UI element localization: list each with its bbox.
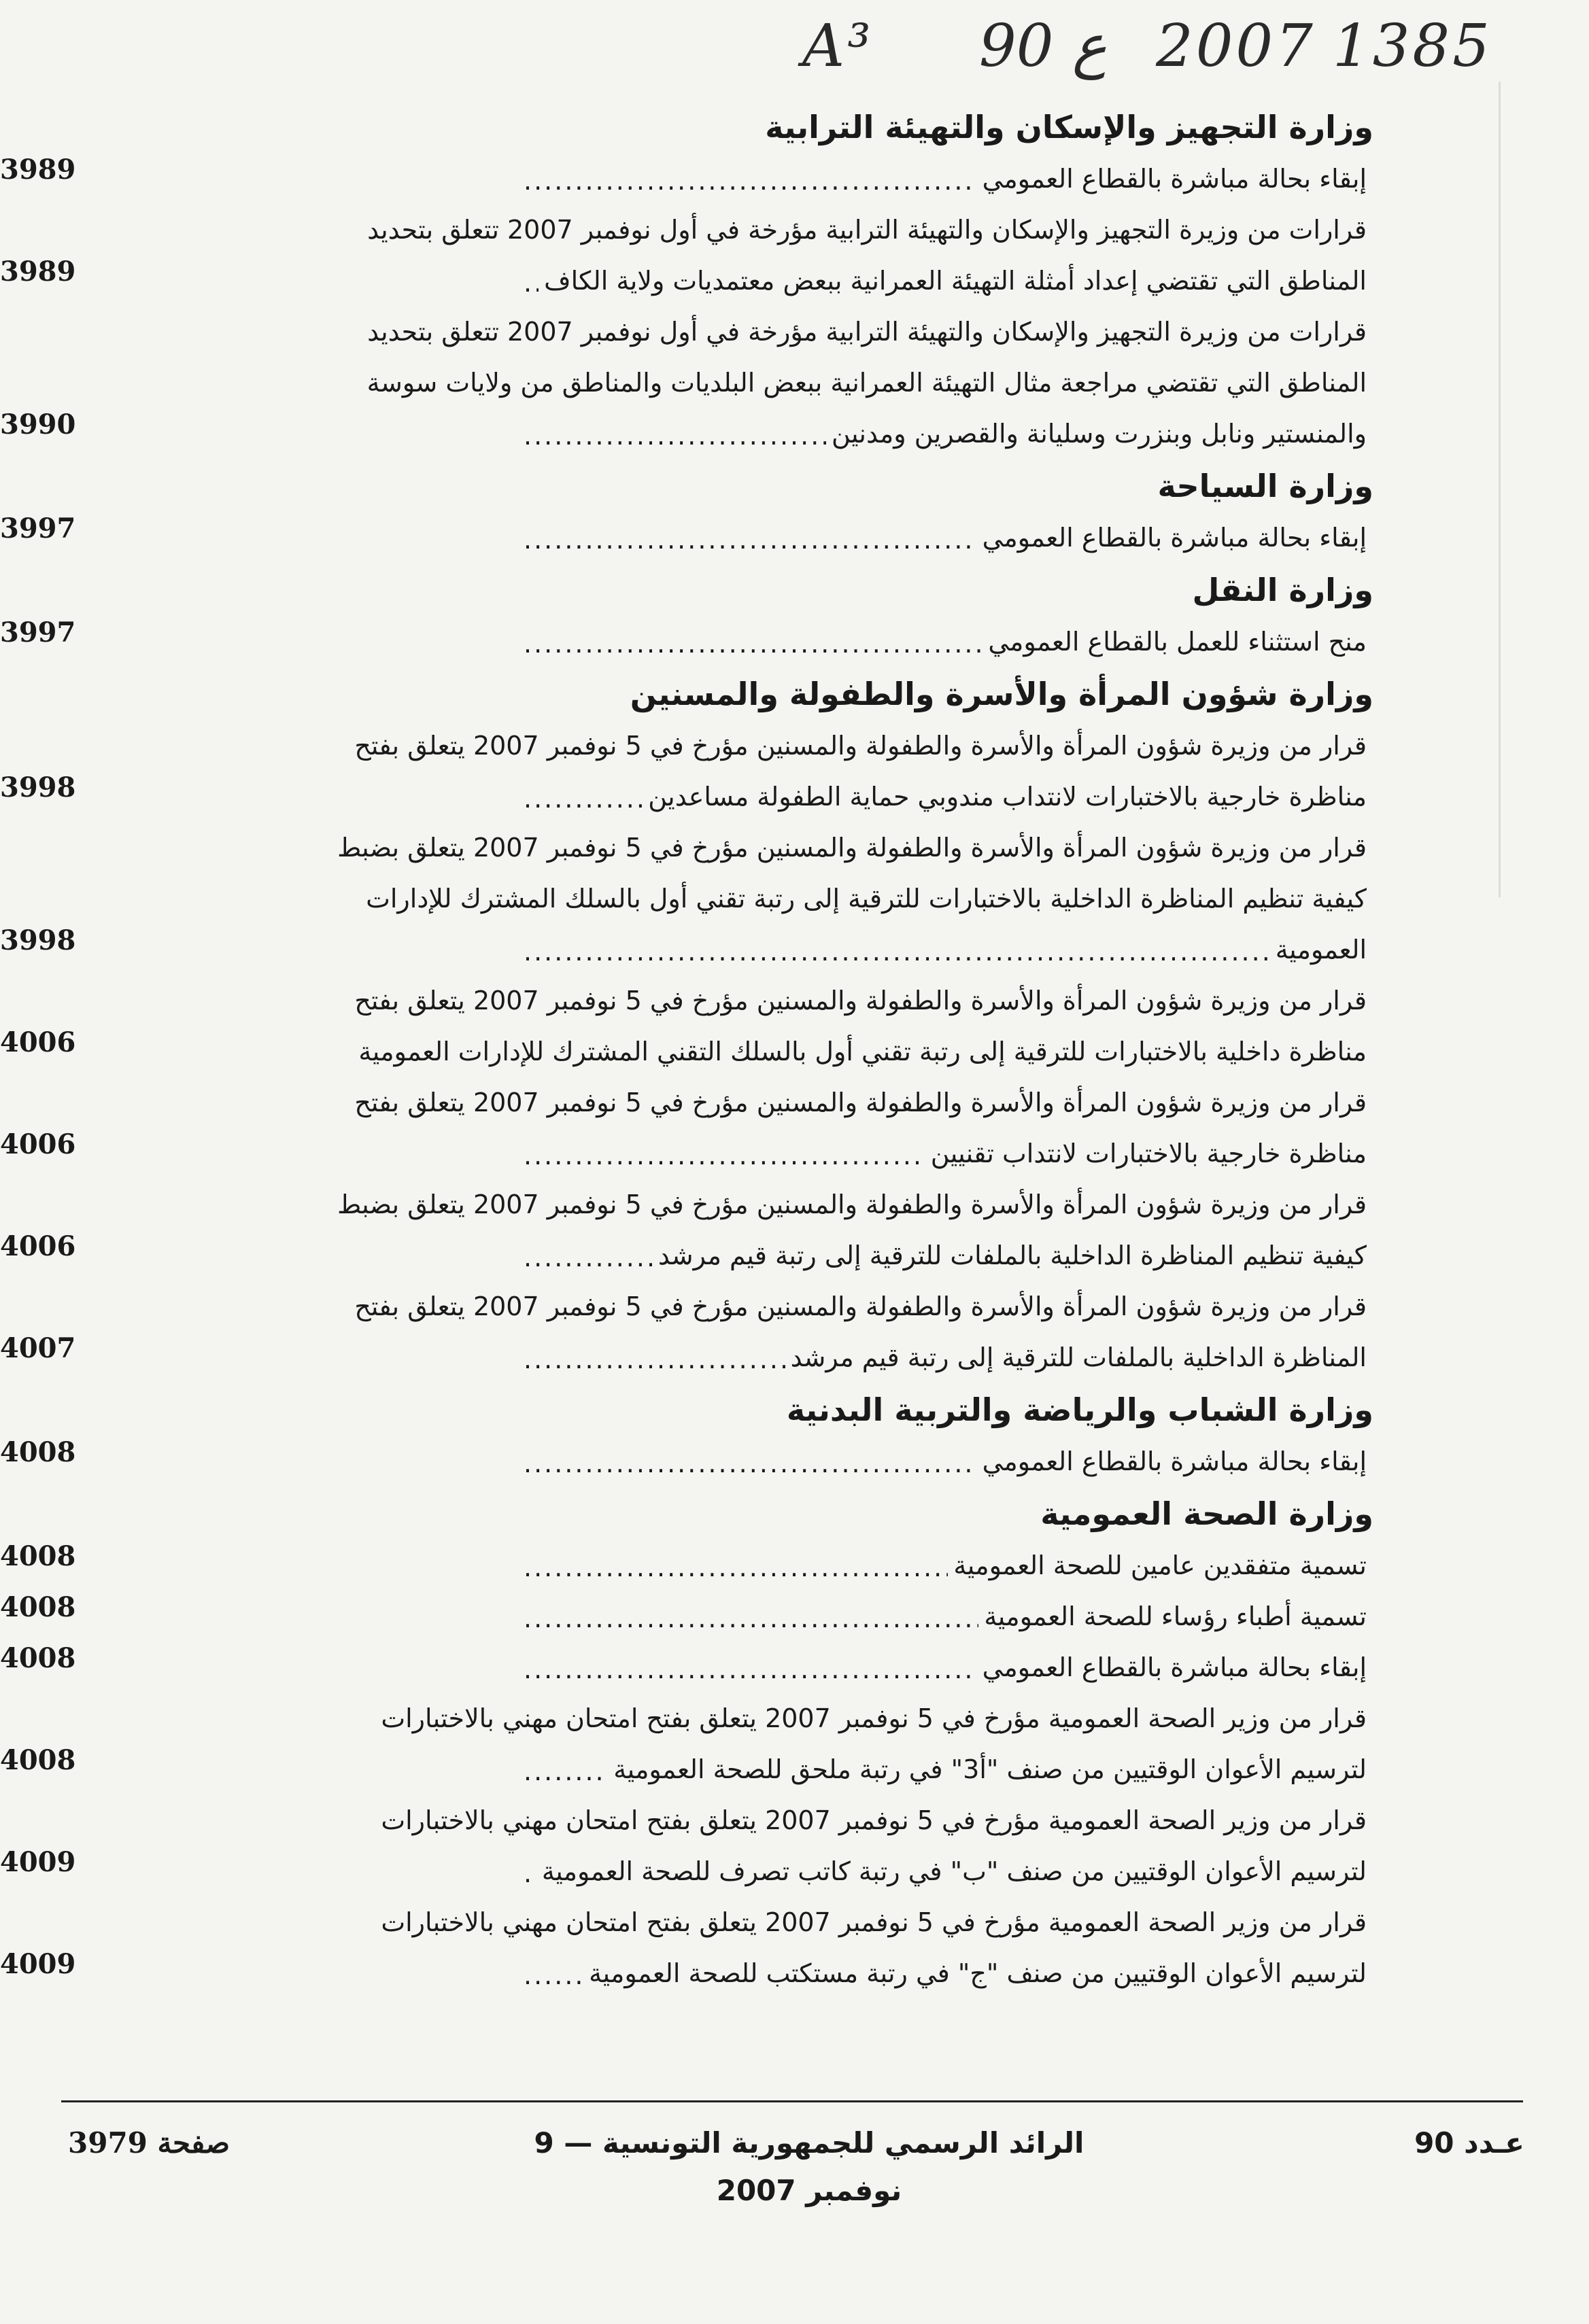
dot-leader xyxy=(524,620,983,667)
entry-text: قرار من وزير الصحة العمومية مؤرخ في 5 نوفمبر 2007 يتعلق بفتح امتحان مهني بالاختبارات xyxy=(381,1703,1367,1733)
toc-entry xyxy=(0,822,1373,975)
entry-line xyxy=(0,1744,1373,1795)
entry-text: إبقاء بحالة مباشرة بالقطاع العمومي xyxy=(982,1652,1367,1682)
entry-text: منح استثناء للعمل بالقطاع العمومي xyxy=(988,627,1367,657)
entry-line xyxy=(204,1077,1373,1128)
entry-line xyxy=(204,822,1373,873)
entry-line xyxy=(204,1281,1373,1332)
entry-line xyxy=(0,513,1373,563)
entry-text: كيفية تنظيم المناظرة الداخلية بالملفات للترقية إلى رتبة قيم مرشد xyxy=(657,1241,1367,1270)
toc-entry xyxy=(0,721,1373,822)
handwritten-part-2: 90 ع xyxy=(979,12,1108,80)
entry-page-number: 3998 xyxy=(0,771,76,803)
entry-text: إبقاء بحالة مباشرة بالقطاع العمومي xyxy=(982,1446,1367,1476)
entry-line xyxy=(0,1230,1373,1281)
entry-page-number: 4008 xyxy=(0,1591,76,1623)
entry-text: مناظرة خارجية بالاختبارات لانتداب مندوبي حماية الطفولة مساعدين xyxy=(648,782,1367,812)
toc-entry xyxy=(0,307,1373,459)
entry-page-number: 4008 xyxy=(0,1540,76,1572)
entry-line xyxy=(0,256,1373,307)
handwritten-part-3: 2007 xyxy=(1156,12,1316,80)
entry-line xyxy=(0,617,1373,667)
entry-page-number: 3989 xyxy=(0,154,76,186)
entry-text: كيفية تنظيم المناظرة الداخلية بالاختبارات للترقية إلى رتبة تقني أول بالسلك المشترك للإدارات xyxy=(366,884,1367,914)
entry-page-number: 3997 xyxy=(0,617,76,648)
entry-text: قرار من وزيرة شؤون المرأة والأسرة والطفولة والمسنين مؤرخ في 5 نوفمبر 2007 يتعلق بفتح xyxy=(354,986,1367,1016)
section-heading: وزارة شؤون المرأة والأسرة والطفولة والمسنين xyxy=(630,676,1373,712)
toc-entry xyxy=(0,1179,1373,1281)
toc-section xyxy=(0,1383,1373,1487)
dot-leader xyxy=(524,412,826,459)
toc-entry xyxy=(0,1693,1373,1795)
entry-text: لترسيم الأعوان الوقتيين من صنف "ج" في رتبة مستكتب للصحة العمومية xyxy=(589,1958,1367,1988)
entry-text: تسمية أطباء رؤساء للصحة العمومية xyxy=(984,1601,1367,1631)
entry-line xyxy=(204,1179,1373,1230)
entry-line xyxy=(0,1026,1373,1077)
entry-text: والمنستير ونابل وبنزرت وسليانة والقصرين ومدنين xyxy=(832,419,1367,449)
dot-leader xyxy=(524,1646,977,1693)
dot-leader xyxy=(524,1748,608,1795)
toc-section xyxy=(0,1487,1373,1999)
entry-text: تسمية متفقدين عامين للصحة العمومية xyxy=(953,1550,1367,1580)
toc-entry xyxy=(0,1591,1373,1642)
toc-entry xyxy=(0,154,1373,205)
entry-line xyxy=(204,205,1373,256)
handwritten-part-4: 1385 xyxy=(1333,12,1492,80)
entry-text: المناطق التي تقتضي مراجعة مثال التهيئة العمرانية ببعض البلديات والمناطق من ولايات سوسة xyxy=(366,368,1367,398)
toc-section xyxy=(0,563,1373,667)
toc-entry xyxy=(0,205,1373,307)
toc-entry xyxy=(0,1077,1373,1179)
entry-line xyxy=(204,721,1373,771)
toc-section xyxy=(0,459,1373,563)
entry-text: المناطق التي تقتضي إعداد أمثلة التهيئة العمرانية ببعض معتمديات ولاية الكاف xyxy=(544,266,1367,296)
entry-text: قرار من وزيرة شؤون المرأة والأسرة والطفولة والمسنين مؤرخ في 5 نوفمبر 2007 يتعلق بضبط xyxy=(337,1190,1367,1219)
entry-page-number: 3989 xyxy=(0,256,76,288)
table-of-contents xyxy=(0,101,1373,1999)
section-heading: وزارة الشباب والرياضة والتربية البدنية xyxy=(786,1391,1373,1428)
entry-page-number: 4009 xyxy=(0,1846,76,1878)
entry-page-number: 4006 xyxy=(0,1026,76,1058)
entry-text: إبقاء بحالة مباشرة بالقطاع العمومي xyxy=(982,523,1367,553)
entry-page-number: 4008 xyxy=(0,1744,76,1776)
entry-text: قرار من وزير الصحة العمومية مؤرخ في 5 نوفمبر 2007 يتعلق بفتح امتحان مهني بالاختبارات xyxy=(381,1907,1367,1937)
dot-leader xyxy=(524,928,1270,975)
entry-text: لترسيم الأعوان الوقتيين من صنف "أ3" في رتبة ملحق للصحة العمومية xyxy=(613,1754,1367,1784)
entry-text: قرار من وزيرة شؤون المرأة والأسرة والطفولة والمسنين مؤرخ في 5 نوفمبر 2007 يتعلق بفتح xyxy=(354,731,1367,761)
dot-leader xyxy=(524,516,977,563)
entry-line xyxy=(0,1128,1373,1179)
section-heading: وزارة التجهيز والإسكان والتهيئة الترابية xyxy=(765,109,1373,145)
entry-text: لترسيم الأعوان الوقتيين من صنف "ب" في رتبة كاتب تصرف للصحة العمومية xyxy=(541,1856,1367,1886)
entry-line xyxy=(204,358,1373,409)
entry-line xyxy=(0,1436,1373,1487)
entry-line xyxy=(0,1540,1373,1591)
dot-leader xyxy=(524,1132,925,1179)
entry-line xyxy=(0,771,1373,822)
entry-line xyxy=(0,1642,1373,1693)
entry-text: قرارات من وزيرة التجهيز والإسكان والتهيئة الترابية مؤرخة في أول نوفمبر 2007 تتعلق بتحديد xyxy=(367,317,1367,347)
dot-leader xyxy=(524,1336,785,1383)
entry-text: قرار من وزيرة شؤون المرأة والأسرة والطفولة والمسنين مؤرخ في 5 نوفمبر 2007 يتعلق بفتح xyxy=(354,1291,1367,1321)
handwritten-part-1: A³ xyxy=(802,12,874,80)
entry-line xyxy=(0,1332,1373,1383)
entry-page-number: 4006 xyxy=(0,1230,76,1262)
toc-entry xyxy=(0,1642,1373,1693)
dot-leader xyxy=(524,1440,977,1487)
entry-line xyxy=(0,924,1373,975)
entry-line xyxy=(204,1897,1373,1948)
toc-entry xyxy=(0,617,1373,667)
dot-leader xyxy=(524,1850,536,1897)
entry-line xyxy=(0,409,1373,459)
handwritten-annotation xyxy=(802,12,1492,87)
entry-line xyxy=(0,1591,1373,1642)
dot-leader xyxy=(524,1595,978,1642)
footer-page-label: صفحة 3979 xyxy=(68,2126,230,2160)
section-heading: وزارة الصحة العمومية xyxy=(1040,1495,1373,1532)
entry-line xyxy=(204,307,1373,358)
toc-entry xyxy=(0,513,1373,563)
toc-entry xyxy=(0,975,1373,1077)
entry-text: مناظرة خارجية بالاختبارات لانتداب تقنيين xyxy=(930,1139,1367,1168)
entry-text: العمومية xyxy=(1275,935,1367,965)
toc-entry xyxy=(0,1540,1373,1591)
entry-page-number: 4007 xyxy=(0,1332,76,1364)
toc-entry xyxy=(0,1795,1373,1897)
entry-page-number: 4009 xyxy=(0,1948,76,1980)
entry-text: قرارات من وزيرة التجهيز والإسكان والتهيئة الترابية مؤرخة في أول نوفمبر 2007 تتعلق بتحديد xyxy=(367,215,1367,245)
entry-page-number: 3998 xyxy=(0,924,76,956)
entry-page-number: 3990 xyxy=(0,409,76,440)
entry-page-number: 3997 xyxy=(0,513,76,544)
entry-text: قرار من وزير الصحة العمومية مؤرخ في 5 نوفمبر 2007 يتعلق بفتح امتحان مهني بالاختبارات xyxy=(381,1805,1367,1835)
footer-publication: الرائد الرسمي للجمهورية التونسية — 9 نوفمبر 2007 xyxy=(534,2126,1084,2207)
dot-leader xyxy=(524,1234,653,1281)
entry-line xyxy=(204,873,1373,924)
dot-leader xyxy=(524,775,643,822)
toc-entry xyxy=(0,1436,1373,1487)
toc-section xyxy=(0,101,1373,459)
entry-text: قرار من وزيرة شؤون المرأة والأسرة والطفولة والمسنين مؤرخ في 5 نوفمبر 2007 يتعلق بضبط xyxy=(337,833,1367,863)
dot-leader xyxy=(524,157,977,205)
toc-entry xyxy=(0,1897,1373,1999)
section-heading: وزارة النقل xyxy=(1192,572,1373,608)
entry-text: مناظرة داخلية بالاختبارات للترقية إلى رتبة تقني أول بالسلك التقني المشترك للإدارات العمومية xyxy=(358,1037,1367,1066)
entry-line xyxy=(204,1693,1373,1744)
toc-entry xyxy=(0,1281,1373,1383)
entry-page-number: 4008 xyxy=(0,1436,76,1468)
entry-page-number: 4006 xyxy=(0,1128,76,1160)
section-heading: وزارة السياحة xyxy=(1157,468,1373,504)
dot-leader xyxy=(524,259,539,307)
dot-leader xyxy=(524,1952,583,1999)
entry-line xyxy=(0,1846,1373,1897)
entry-line xyxy=(0,1948,1373,1999)
entry-line xyxy=(204,1795,1373,1846)
entry-line xyxy=(204,975,1373,1026)
bleed-through-margin xyxy=(1499,82,1589,897)
footer-rule xyxy=(61,2100,1523,2102)
footer-issue-label: عـدد 90 xyxy=(1414,2126,1524,2160)
entry-line xyxy=(0,154,1373,205)
toc-section xyxy=(0,667,1373,1383)
entry-text: إبقاء بحالة مباشرة بالقطاع العمومي xyxy=(982,164,1367,194)
entry-page-number: 4008 xyxy=(0,1642,76,1674)
entry-text: المناظرة الداخلية بالملفات للترقية إلى رتبة قيم مرشد xyxy=(790,1342,1367,1372)
entry-text: قرار من وزيرة شؤون المرأة والأسرة والطفولة والمسنين مؤرخ في 5 نوفمبر 2007 يتعلق بفتح xyxy=(354,1088,1367,1117)
dot-leader xyxy=(524,1544,948,1591)
